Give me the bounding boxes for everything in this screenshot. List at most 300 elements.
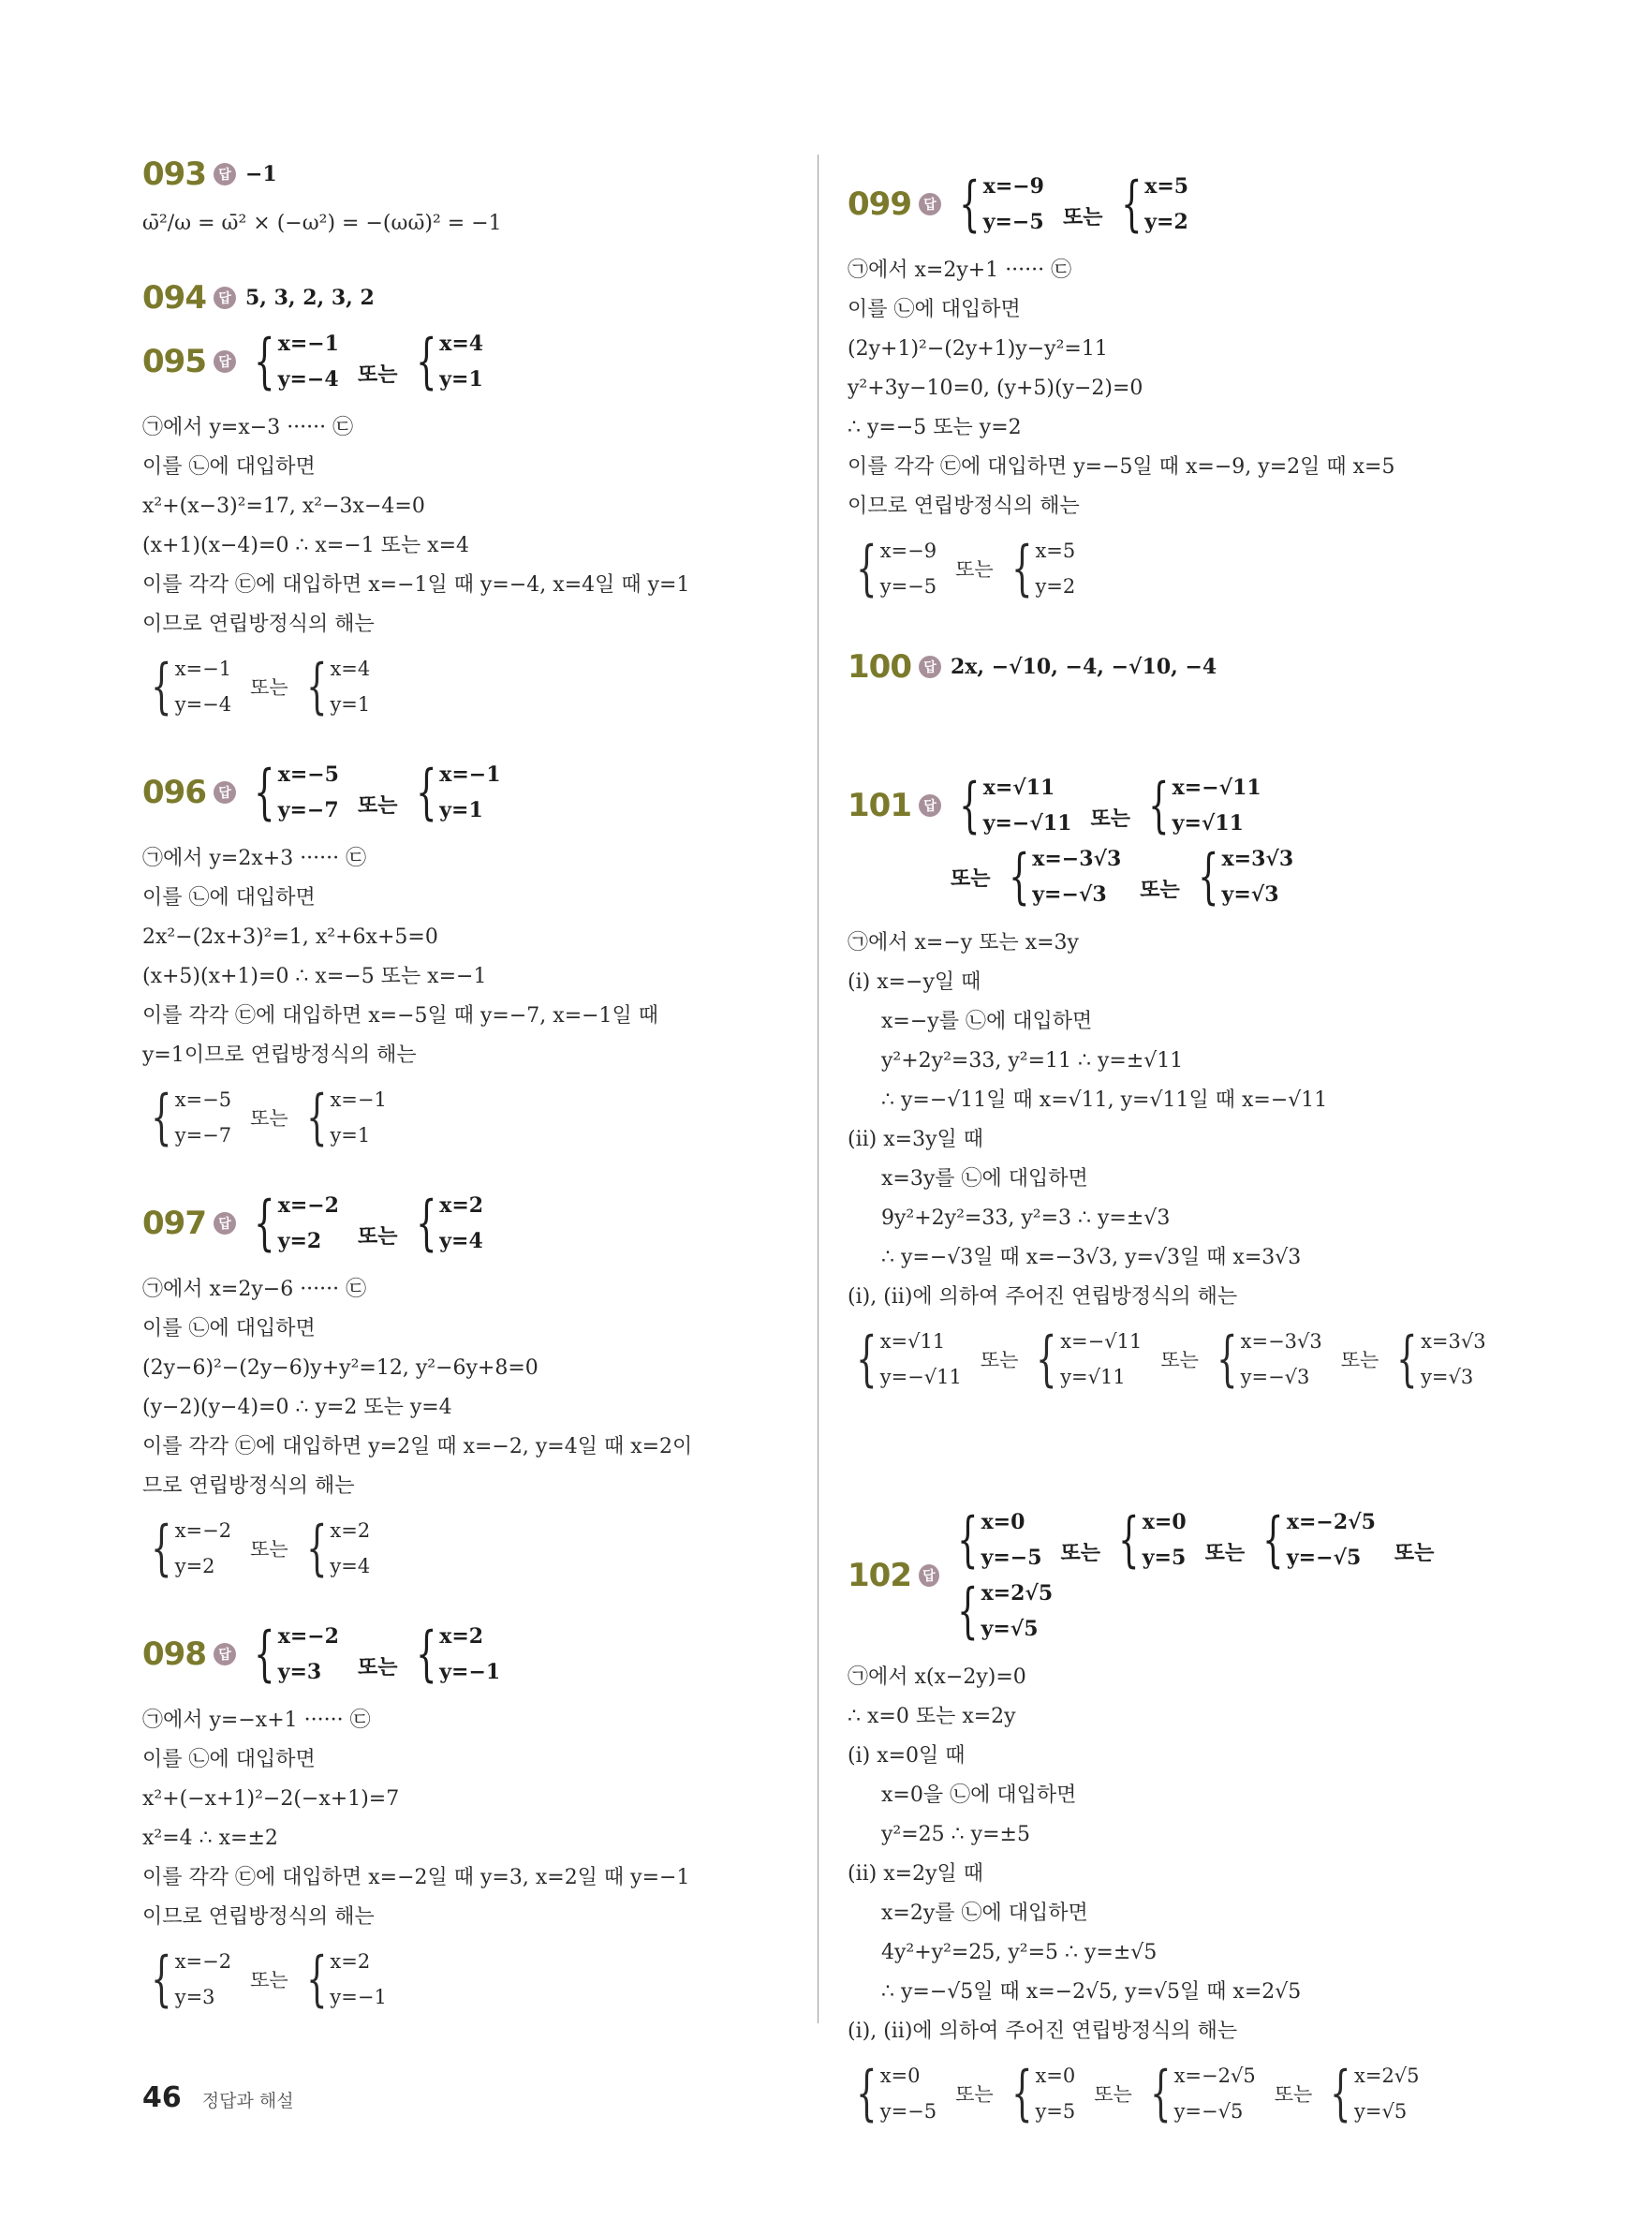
solution-line: ∴ y=−√5일 때 x=−2√5, y=√5일 때 x=2√5 xyxy=(881,1980,1302,2004)
problem-header xyxy=(142,757,798,828)
equation: x=−2 xyxy=(277,1193,339,1218)
equation-pair xyxy=(1174,2058,1256,2129)
brace-icon: { xyxy=(1262,1505,1284,1575)
equation: x=−1 xyxy=(277,332,339,356)
solution-line: (ⅰ) x=−y일 때 xyxy=(848,970,981,994)
problem-header xyxy=(848,770,1503,841)
equation: x=2√5 xyxy=(1354,2065,1420,2087)
or-word: 또는 xyxy=(358,363,398,387)
solution-line: 이를 ㉡에 대입하면 xyxy=(848,298,1021,321)
equation: x=−1 xyxy=(174,658,232,680)
solution-body xyxy=(142,1701,798,1937)
equation-system xyxy=(1000,841,1122,912)
equation: x=4 xyxy=(439,332,484,356)
answer-systems xyxy=(951,770,1271,841)
answer-systems xyxy=(949,1504,1503,1647)
solution-line: x=2y를 ㉡에 대입하면 xyxy=(881,1902,1088,1925)
problem-099 xyxy=(848,169,1503,611)
equation-system xyxy=(848,1324,962,1395)
or-word: 또는 xyxy=(1140,879,1180,902)
problem-header xyxy=(142,1619,798,1690)
brace-icon: { xyxy=(415,327,437,396)
equation: x=−2√5 xyxy=(1173,2065,1256,2087)
equation: y=3 xyxy=(277,1660,322,1684)
solution-body xyxy=(848,1658,1503,2051)
brace-icon: { xyxy=(415,758,437,827)
equation-system xyxy=(1003,533,1076,604)
brace-icon: { xyxy=(151,1083,172,1152)
right-column xyxy=(848,150,1503,2136)
equation: x=3√3 xyxy=(1421,1330,1486,1353)
solution-line: 9y²+2y²=33, y²=3 ∴ y=±√3 xyxy=(881,1206,1171,1230)
equation: x=√11 xyxy=(879,1330,946,1353)
solution-line: 4y²+y²=25, y²=5 ∴ y=±√5 xyxy=(881,1941,1158,1964)
solution-line: ㉠에서 x=−y 또는 x=3y xyxy=(848,931,1079,955)
equation-system xyxy=(1321,2058,1419,2129)
solution-line: (2y−6)²−(2y−6)y+y²=12, y²−6y+8=0 xyxy=(142,1356,538,1380)
brace-icon: { xyxy=(1036,1325,1058,1394)
brace-icon: { xyxy=(1148,771,1170,840)
equation-pair xyxy=(1144,169,1188,240)
problem-096 xyxy=(142,757,798,1160)
brace-icon: { xyxy=(254,1189,275,1258)
answer-systems-row2 xyxy=(848,841,1503,912)
equation-system xyxy=(1142,2058,1256,2129)
equation: y=4 xyxy=(439,1229,483,1253)
equation: x=−1 xyxy=(439,762,501,787)
brace-icon: { xyxy=(415,1620,437,1689)
brace-icon: { xyxy=(856,1325,878,1394)
equation-pair xyxy=(1143,1504,1187,1576)
equation-system xyxy=(407,757,501,828)
solution-line: ∴ y=−√11일 때 x=√11, y=√11일 때 x=−√11 xyxy=(881,1088,1328,1112)
equation: y=−√11 xyxy=(879,1366,962,1388)
or-word: 또는 xyxy=(1060,1542,1101,1565)
equation-system xyxy=(951,770,1071,841)
brace-icon: { xyxy=(151,1514,172,1583)
solution-line: 이므로 연립방정식의 해는 xyxy=(142,613,375,636)
equation: y=√11 xyxy=(1172,811,1244,836)
problem-number: 102 xyxy=(848,1557,911,1594)
equation-pair xyxy=(278,1619,339,1690)
equation: y=−1 xyxy=(439,1660,501,1684)
equation-pair xyxy=(439,1619,500,1690)
final-solution xyxy=(142,1506,798,1591)
equation-system xyxy=(1254,1504,1376,1576)
problem-header xyxy=(142,155,798,193)
or-word: 또는 xyxy=(1274,2083,1313,2106)
equation: x=−2√5 xyxy=(1286,1510,1376,1534)
answer-systems xyxy=(1000,841,1304,912)
equation-system xyxy=(407,1619,501,1690)
equation: x=4 xyxy=(330,658,371,680)
equation: y=−5 xyxy=(879,2100,937,2123)
equation: x=2 xyxy=(439,1193,484,1218)
answer-badge-icon: 답 xyxy=(214,1212,236,1235)
answer-badge-icon: 답 xyxy=(214,1643,236,1665)
equation: x=0 xyxy=(879,2065,921,2087)
equation-system xyxy=(1388,1324,1485,1395)
solution-body xyxy=(142,839,798,1075)
problem-header xyxy=(848,1504,1503,1647)
solution-line: y²+3y−10=0, (y+5)(y−2)=0 xyxy=(848,377,1143,400)
equation: x=3√3 xyxy=(1221,847,1294,871)
solution-line: 이를 ㉡에 대입하면 xyxy=(142,886,316,910)
equation-pair xyxy=(1035,533,1075,604)
solution-line: ㉠에서 x=2y−6 ······ ㉢ xyxy=(142,1278,367,1301)
equation-system xyxy=(298,651,371,722)
solution-line: x=0을 ㉡에 대입하면 xyxy=(881,1783,1077,1807)
problem-number: 094 xyxy=(142,279,206,317)
equation-system xyxy=(1027,1324,1142,1395)
solution-line: (2y+1)²−(2y+1)y−y²=11 xyxy=(848,337,1108,361)
equation-system xyxy=(848,533,937,604)
solution-line: 이를 ㉡에 대입하면 xyxy=(142,1317,316,1340)
problem-102 xyxy=(848,1504,1503,2136)
equation: y=−7 xyxy=(277,798,339,822)
equation: y=1 xyxy=(330,693,371,716)
equation: x=0 xyxy=(1035,2065,1076,2087)
or-word: 또는 xyxy=(1204,1542,1246,1565)
equation-pair xyxy=(175,1513,231,1584)
problem-095 xyxy=(142,326,798,729)
equation-system xyxy=(1140,770,1261,841)
brace-icon: { xyxy=(254,758,275,827)
equation: y=√5 xyxy=(1354,2100,1408,2123)
equation: y=2 xyxy=(174,1555,215,1577)
solution-line: (ⅱ) x=3y일 때 xyxy=(848,1128,983,1151)
brace-icon: { xyxy=(1197,842,1219,911)
answer-badge-icon: 답 xyxy=(919,1564,939,1587)
equation-pair xyxy=(880,2058,937,2129)
problem-number: 098 xyxy=(142,1635,206,1673)
or-word: 또는 xyxy=(250,1107,288,1130)
brace-icon: { xyxy=(1118,1505,1140,1575)
equation-system xyxy=(1110,1504,1187,1576)
equation: y=−1 xyxy=(330,1986,387,2008)
or-word: 또는 xyxy=(250,676,288,699)
brace-icon: { xyxy=(151,652,172,721)
equation-pair xyxy=(278,326,339,397)
problem-number: 096 xyxy=(142,774,206,811)
problem-header xyxy=(142,279,798,317)
problem-header xyxy=(848,169,1503,240)
equation: x=−2 xyxy=(277,1624,339,1649)
page-footer xyxy=(142,2081,294,2114)
answer-badge-icon: 답 xyxy=(214,287,236,309)
equation: y=−5 xyxy=(982,210,1044,234)
or-word: 또는 xyxy=(1090,807,1130,831)
equation: y=√5 xyxy=(981,1617,1039,1641)
equation: x=−5 xyxy=(277,762,339,787)
equation: x=2 xyxy=(439,1624,484,1649)
solution-line: x=−y를 ㉡에 대입하면 xyxy=(881,1010,1093,1033)
solution-line: (ⅱ) x=2y일 때 xyxy=(848,1862,983,1886)
equation-system xyxy=(1113,169,1189,240)
answer-badge-icon: 답 xyxy=(214,781,236,804)
equation: x=−9 xyxy=(879,540,937,562)
equation: y=−4 xyxy=(174,693,232,716)
equation-pair xyxy=(439,757,500,828)
equation: y=5 xyxy=(1142,1546,1187,1570)
equation: y=√11 xyxy=(1060,1366,1126,1388)
solution-line: 므로 연립방정식의 해는 xyxy=(142,1474,355,1498)
solution-line: x²=4 ∴ x=±2 xyxy=(142,1827,278,1850)
brace-icon: { xyxy=(1150,2059,1172,2128)
equation-system xyxy=(245,326,339,397)
equation: y=−5 xyxy=(879,575,937,598)
equation: y=−√11 xyxy=(982,811,1072,836)
equation-system xyxy=(407,326,484,397)
equation-system xyxy=(1189,841,1293,912)
equation-system xyxy=(298,1513,371,1584)
equation-pair xyxy=(175,1944,231,2015)
equation-pair xyxy=(880,1324,962,1395)
equation-pair xyxy=(330,1082,386,1153)
solution-body xyxy=(142,408,798,644)
answer-systems xyxy=(245,757,510,828)
equation-pair xyxy=(1241,1324,1322,1395)
solution-body xyxy=(848,924,1503,1317)
brace-icon: { xyxy=(856,534,878,603)
answer-text: 2x, −√10, −4, −√10, −4 xyxy=(950,655,1217,679)
answer-badge-icon: 답 xyxy=(214,163,236,185)
column-divider xyxy=(818,155,819,2023)
equation-pair xyxy=(439,326,483,397)
equation-system xyxy=(245,1188,339,1259)
equation-pair xyxy=(1173,770,1261,841)
problem-101 xyxy=(848,770,1503,1401)
equation-pair xyxy=(1222,841,1294,912)
solution-line: 2x²−(2x+3)²=1, x²+6x+5=0 xyxy=(142,925,438,949)
answer-text: 5, 3, 2, 3, 2 xyxy=(244,286,375,310)
equation-pair xyxy=(1354,2058,1420,2129)
equation-system xyxy=(142,651,231,722)
brace-icon: { xyxy=(305,1945,328,2014)
brace-icon: { xyxy=(305,1083,328,1152)
equation-pair xyxy=(330,1944,386,2015)
equation-pair xyxy=(439,1188,483,1259)
or-word: 또는 xyxy=(358,1656,398,1680)
equation-system xyxy=(949,1504,1042,1576)
problem-093 xyxy=(142,155,798,244)
solution-line: ω̄²/ω = ω̄² × (−ω²) = −(ωω̄)² = −1 xyxy=(142,212,502,235)
or-word: 또는 xyxy=(955,2083,994,2106)
brace-icon: { xyxy=(959,170,981,239)
equation: y=−√3 xyxy=(1240,1366,1310,1388)
equation-system xyxy=(245,757,339,828)
problem-number: 093 xyxy=(142,155,206,193)
equation: x=5 xyxy=(1035,540,1076,562)
equation-pair xyxy=(278,757,339,828)
equation-pair xyxy=(1287,1504,1376,1576)
problem-098 xyxy=(142,1619,798,2021)
brace-icon: { xyxy=(1120,170,1143,239)
brace-icon: { xyxy=(959,771,981,840)
final-solution xyxy=(848,2051,1503,2136)
equation-pair xyxy=(1060,1324,1142,1395)
equation: x=−9 xyxy=(982,174,1044,199)
answer-badge-icon: 답 xyxy=(919,794,941,817)
equation-system xyxy=(1003,2058,1076,2129)
or-word: 또는 xyxy=(1340,1349,1379,1371)
solution-line: ∴ x=0 또는 x=2y xyxy=(848,1705,1016,1728)
equation-pair xyxy=(983,169,1044,240)
equation: y=3 xyxy=(174,1986,215,2008)
equation-pair xyxy=(880,533,937,604)
equation-pair xyxy=(330,651,370,722)
solution-line: (x+5)(x+1)=0 ∴ x=−5 또는 x=−1 xyxy=(142,965,487,988)
equation: y=2 xyxy=(1035,575,1076,598)
equation-pair xyxy=(981,1504,1042,1576)
equation: x=−1 xyxy=(330,1088,387,1111)
equation: x=2√5 xyxy=(981,1581,1054,1606)
solution-body xyxy=(142,204,798,244)
equation: y=−4 xyxy=(277,367,339,392)
equation-system xyxy=(142,1944,231,2015)
solution-line: x=3y를 ㉡에 대입하면 xyxy=(881,1167,1088,1191)
final-solution xyxy=(848,526,1503,611)
solution-line: (y−2)(y−4)=0 ∴ y=2 또는 y=4 xyxy=(142,1396,452,1419)
solution-line: 이므로 연립방정식의 해는 xyxy=(142,1905,375,1929)
solution-line: ㉠에서 y=x−3 ······ ㉢ xyxy=(142,416,354,439)
equation: x=−√11 xyxy=(1172,776,1261,800)
answer-text: −1 xyxy=(244,162,277,186)
solution-body xyxy=(142,1270,798,1506)
equation: x=−2 xyxy=(174,1519,232,1542)
solution-line: 이를 각각 ㉢에 대입하면 x=−5일 때 y=−7, x=−1일 때 xyxy=(142,1004,659,1028)
brace-icon: { xyxy=(1010,2059,1033,2128)
solution-line: ∴ y=−5 또는 y=2 xyxy=(848,416,1022,439)
equation: x=0 xyxy=(981,1510,1025,1534)
equation-system xyxy=(142,1513,231,1584)
equation-system xyxy=(298,1082,387,1153)
equation: x=−5 xyxy=(174,1088,232,1111)
solution-line: ㉠에서 y=2x+3 ······ ㉢ xyxy=(142,847,367,870)
brace-icon: { xyxy=(1330,2059,1351,2128)
equation-system xyxy=(142,1082,231,1153)
equation-pair xyxy=(175,1082,231,1153)
or-word: 또는 xyxy=(250,1538,288,1561)
problem-number: 099 xyxy=(848,185,911,223)
equation: y=5 xyxy=(1035,2100,1076,2123)
equation: x=−√11 xyxy=(1060,1330,1143,1353)
equation: y=−√5 xyxy=(1286,1546,1362,1570)
brace-icon: { xyxy=(957,1576,979,1646)
solution-line: 이를 ㉡에 대입하면 xyxy=(142,455,316,479)
equation: y=−7 xyxy=(174,1124,232,1147)
equation: y=√3 xyxy=(1221,882,1279,907)
problem-number: 095 xyxy=(142,343,206,380)
or-word: 또는 xyxy=(1160,1349,1199,1371)
answer-systems xyxy=(245,1188,493,1259)
solution-line: y=1이므로 연립방정식의 해는 xyxy=(142,1043,417,1067)
final-solution xyxy=(142,1075,798,1160)
problem-header xyxy=(848,648,1503,686)
problem-number: 097 xyxy=(142,1205,206,1242)
solution-line: y²=25 ∴ y=±5 xyxy=(881,1823,1030,1846)
problem-number: 100 xyxy=(848,648,911,686)
or-word: 또는 xyxy=(955,558,994,581)
brace-icon: { xyxy=(1008,842,1030,911)
brace-icon: { xyxy=(151,1945,172,2014)
problem-094 xyxy=(142,279,798,317)
equation-pair xyxy=(981,1576,1054,1647)
answer-badge-icon: 답 xyxy=(919,193,941,215)
equation-system xyxy=(1208,1324,1322,1395)
or-word: 또는 xyxy=(358,794,398,818)
equation: x=−3√3 xyxy=(1032,847,1122,871)
equation: y=√3 xyxy=(1421,1366,1474,1388)
equation-system xyxy=(949,1576,1053,1647)
equation: x=√11 xyxy=(982,776,1055,800)
or-word: 또는 xyxy=(1094,2083,1132,2106)
solution-line: (ⅰ) x=0일 때 xyxy=(848,1744,966,1768)
equation-pair xyxy=(1421,1324,1486,1395)
or-word: 또는 xyxy=(358,1225,398,1249)
equation: y=1 xyxy=(330,1124,371,1147)
equation-system xyxy=(951,169,1044,240)
equation: y=1 xyxy=(439,798,483,822)
solution-body xyxy=(848,251,1503,526)
solution-line: x²+(−x+1)²−2(−x+1)=7 xyxy=(142,1787,400,1811)
answer-systems xyxy=(245,326,493,397)
equation: y=4 xyxy=(330,1555,371,1577)
solution-line: 이를 ㉡에 대입하면 xyxy=(142,1748,316,1771)
equation: x=2 xyxy=(330,1519,371,1542)
final-solution xyxy=(142,1937,798,2021)
solution-line: (x+1)(x−4)=0 ∴ x=−1 또는 x=4 xyxy=(142,534,470,557)
equation: y=−√3 xyxy=(1032,882,1107,907)
equation-pair xyxy=(330,1513,370,1584)
equation: x=0 xyxy=(1142,1510,1187,1534)
equation-system xyxy=(848,2058,937,2129)
problem-header xyxy=(142,326,798,397)
final-solution xyxy=(848,1317,1503,1401)
problem-number: 101 xyxy=(848,787,911,824)
brace-icon: { xyxy=(254,1620,275,1689)
solution-line: y²+2y²=33, y²=11 ∴ y=±√11 xyxy=(881,1049,1184,1073)
brace-icon: { xyxy=(305,652,328,721)
solution-line: ㉠에서 y=−x+1 ······ ㉢ xyxy=(142,1709,371,1732)
brace-icon: { xyxy=(254,327,275,396)
problem-097 xyxy=(142,1188,798,1591)
solution-line: 이를 각각 ㉢에 대입하면 y=2일 때 x=−2, y=4일 때 x=2이 xyxy=(142,1435,693,1458)
equation-pair xyxy=(983,770,1072,841)
solution-line: ∴ y=−√3일 때 x=−3√3, y=√3일 때 x=3√3 xyxy=(881,1246,1302,1269)
final-solution xyxy=(142,644,798,729)
equation: y=−√5 xyxy=(1173,2100,1244,2123)
problem-100 xyxy=(848,648,1503,686)
solution-line: x²+(x−3)²=17, x²−3x−4=0 xyxy=(142,495,425,518)
equation-pair xyxy=(1032,841,1121,912)
solution-line: ㉠에서 x(x−2y)=0 xyxy=(848,1665,1026,1689)
solution-line: 이를 각각 ㉢에 대입하면 y=−5일 때 x=−9, y=2일 때 x=5 xyxy=(848,455,1395,479)
or-word: 또는 xyxy=(1063,206,1103,229)
brace-icon: { xyxy=(415,1189,437,1258)
equation-pair xyxy=(1035,2058,1075,2129)
equation: y=2 xyxy=(277,1229,322,1253)
or-word: 또는 xyxy=(951,866,991,891)
equation-system xyxy=(407,1188,484,1259)
page-number: 46 xyxy=(142,2081,182,2114)
equation-pair xyxy=(175,651,231,722)
answer-badge-icon: 답 xyxy=(919,656,941,678)
or-word: 또는 xyxy=(250,1969,288,1991)
solution-line: 이므로 연립방정식의 해는 xyxy=(848,495,1080,518)
equation-system xyxy=(298,1944,387,2015)
equation: x=2 xyxy=(330,1950,371,1973)
